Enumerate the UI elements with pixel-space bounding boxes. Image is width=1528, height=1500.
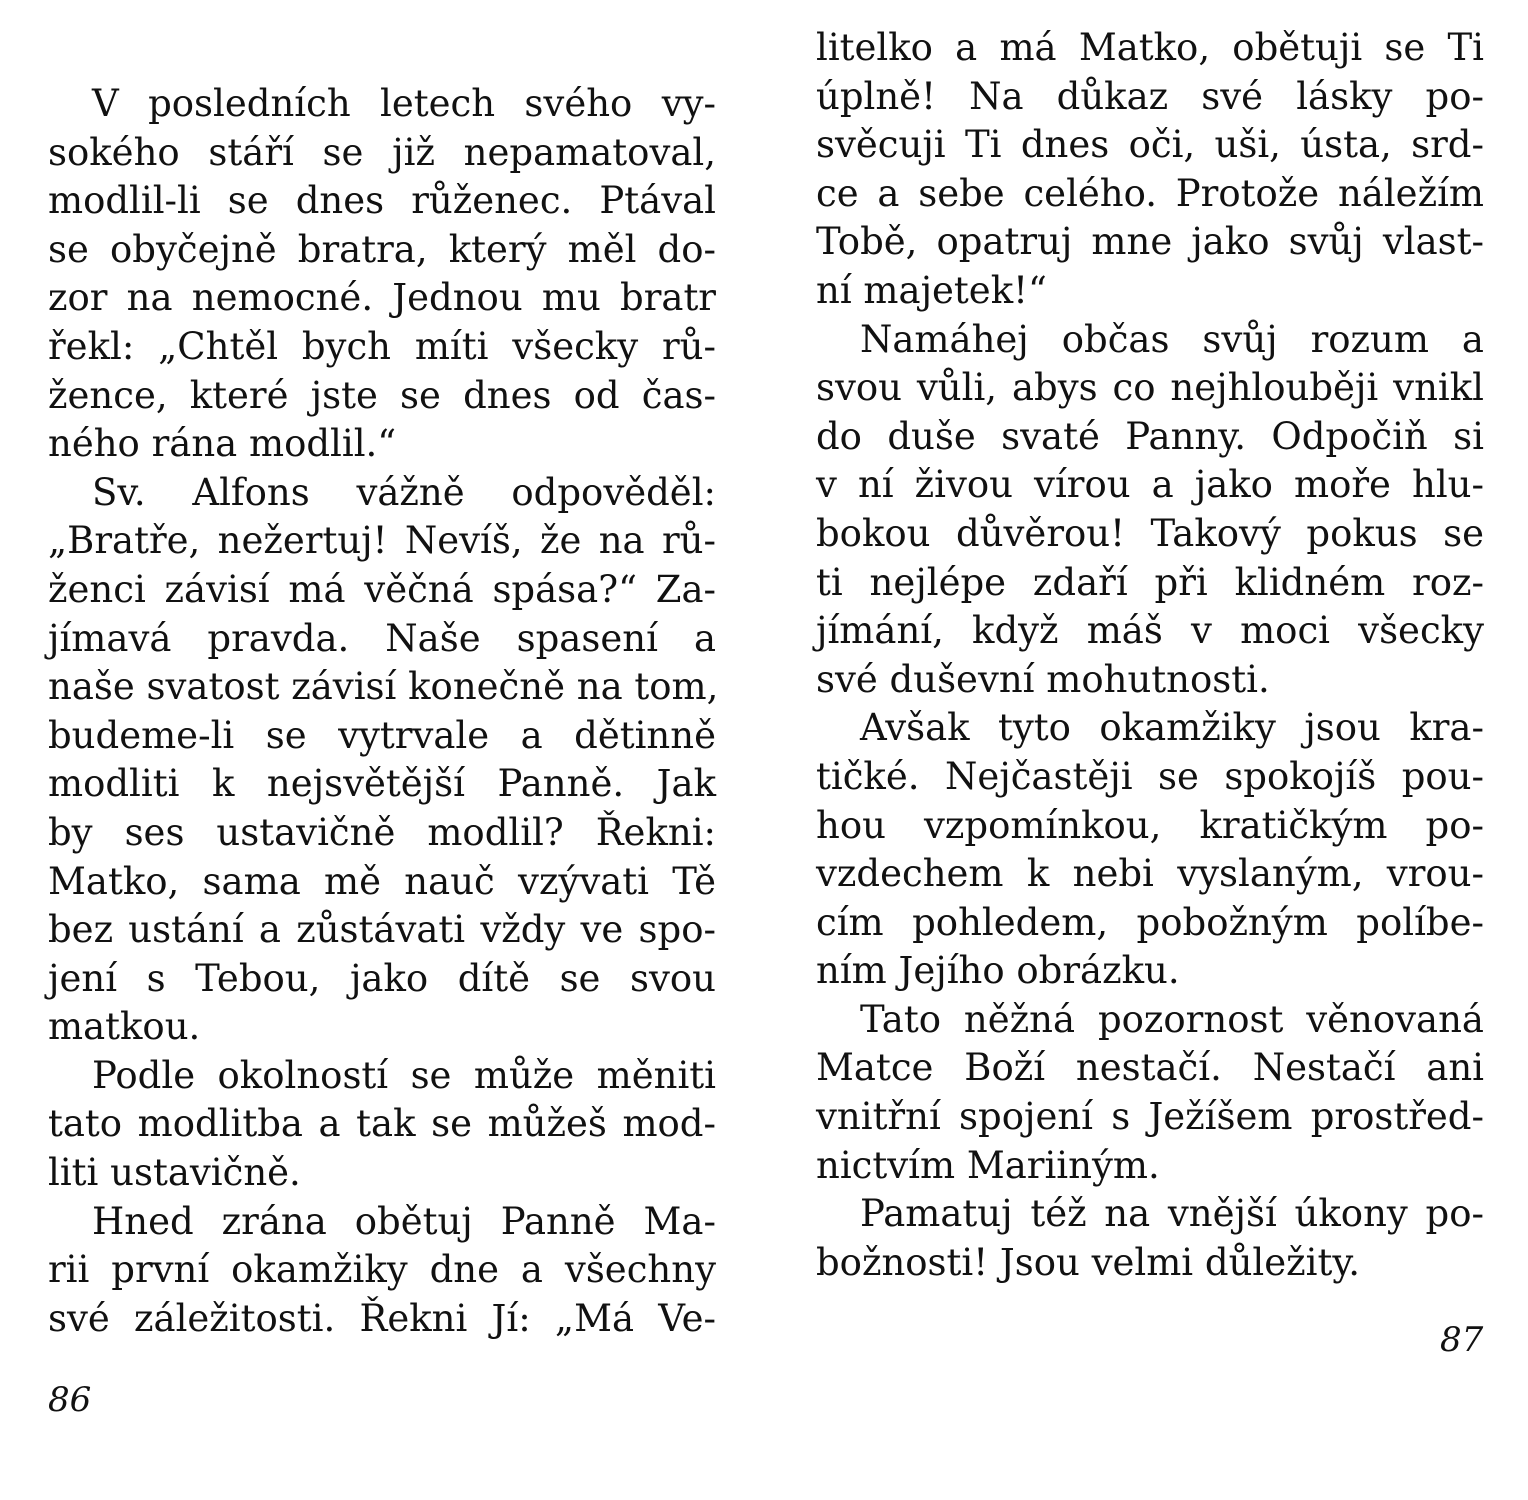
text-line: božnosti! Jsou velmi důležity. — [816, 1240, 1361, 1284]
text-line: modlil-li se dnes růženec. Ptával — [48, 179, 716, 223]
text-line: litelko a má Matko, obětuji se Ti — [816, 26, 1484, 69]
text-line: hou vzpomínkou, kratičkým po- — [816, 803, 1484, 847]
paragraph — [816, 24, 1484, 316]
text-line: matkou. — [48, 1005, 201, 1049]
text-line: bez ustání a zůstávati vždy ve spo- — [48, 908, 716, 952]
text-line: Matko, sama mě nauč vzývati Tě — [48, 859, 716, 903]
text-line: tato modlitba a tak se můžeš mod- — [48, 1102, 716, 1146]
text-line: svěcuji Ti dnes oči, uši, ústa, srd- — [816, 123, 1484, 167]
text-line: ce a sebe celého. Protože náležím — [816, 171, 1484, 215]
text-line: Namáhej občas svůj rozum a — [860, 317, 1484, 361]
text-line: jímání, když máš v moci všecky — [816, 609, 1484, 653]
text-line: ženci závisí má věčná spása?“ Za- — [48, 567, 716, 611]
text-line: zor na nemocné. Jednou mu bratr — [48, 276, 716, 320]
text-line: do duše svaté Panny. Odpočiň si — [816, 414, 1484, 458]
text-line: řekl: „Chtěl bych míti všecky rů- — [48, 324, 716, 368]
text-line: Sv. Alfons vážně odpověděl: — [92, 470, 716, 514]
text-line: Hned zrána obětuj Panně Ma- — [92, 1199, 716, 1243]
text-line: „Bratře, nežertuj! Nevíš, že na rů- — [48, 519, 716, 563]
text-line: vzdechem k nebi vyslaným, vrou- — [816, 852, 1484, 896]
paragraph — [816, 704, 1484, 996]
text-line: ti nejlépe zdaří při klidném roz- — [816, 560, 1484, 604]
text-line: liti ustavičně. — [48, 1151, 301, 1195]
text-line: sokého stáří se již nepamatoval, — [48, 130, 716, 174]
text-line: ného rána modlil.“ — [48, 422, 397, 466]
text-line: modliti k nejsvětější Panně. Jak — [48, 762, 716, 806]
page-number: 87 — [1440, 1320, 1484, 1360]
paragraph — [48, 1198, 716, 1344]
text-line: by ses ustavičně modlil? Řekni: — [48, 810, 716, 854]
text-line: cím pohledem, pobožným políbe- — [816, 900, 1484, 944]
text-line: jení s Tebou, jako dítě se svou — [48, 956, 716, 1000]
text-line: jímavá pravda. Naše spasení a — [48, 616, 716, 660]
text-line: svou vůli, abys co nejhlouběji vnikl — [816, 366, 1484, 410]
text-line: tičké. Nejčastěji se spokojíš pou- — [816, 754, 1484, 798]
text-line: V posledních letech svého vy- — [92, 82, 716, 125]
text-line: ní majetek!“ — [816, 268, 1047, 312]
text-line: budeme-li se vytrvale a dětinně — [48, 713, 716, 757]
right-page-text-column — [816, 24, 1484, 1287]
text-line: Avšak tyto okamžiky jsou kra- — [860, 706, 1484, 750]
text-line: Podle okolností se může měniti — [92, 1053, 716, 1097]
text-line: v ní živou vírou a jako moře hlu- — [816, 463, 1484, 507]
text-line: naše svatost závisí konečně na tom, — [48, 665, 719, 709]
text-line: bokou důvěrou! Takový pokus se — [816, 511, 1484, 555]
paragraph — [48, 469, 719, 1052]
text-line: nictvím Mariiným. — [816, 1143, 1160, 1187]
text-line: Tato něžná pozornost věnovaná — [860, 997, 1484, 1041]
paragraph — [48, 80, 716, 469]
paragraph — [48, 1052, 716, 1198]
page-number: 86 — [48, 1380, 92, 1420]
text-line: Pamatuj též na vnější úkony po- — [860, 1192, 1484, 1236]
text-line: žence, které jste se dnes od čas- — [48, 373, 716, 417]
text-line: své duševní mohutnosti. — [816, 657, 1270, 701]
paragraph — [816, 996, 1484, 1190]
right-page — [764, 0, 1528, 1500]
text-line: Tobě, opatruj mne jako svůj vlast- — [816, 220, 1484, 264]
text-line: své záležitosti. Řekni Jí: „Má Ve- — [48, 1296, 716, 1340]
text-line: rii první okamžiky dne a všechny — [48, 1248, 716, 1292]
text-line: se obyčejně bratra, který měl do- — [48, 227, 716, 271]
text-line: Matce Boží nestačí. Nestačí ani — [816, 1046, 1484, 1090]
paragraph — [816, 316, 1484, 705]
text-line: úplně! Na důkaz své lásky po- — [816, 74, 1484, 118]
paragraph — [816, 1190, 1484, 1287]
text-line: ním Jejího obrázku. — [816, 949, 1180, 993]
text-line: vnitřní spojení s Ježíšem prostřed- — [816, 1095, 1484, 1139]
left-page-text-column — [48, 80, 719, 1343]
